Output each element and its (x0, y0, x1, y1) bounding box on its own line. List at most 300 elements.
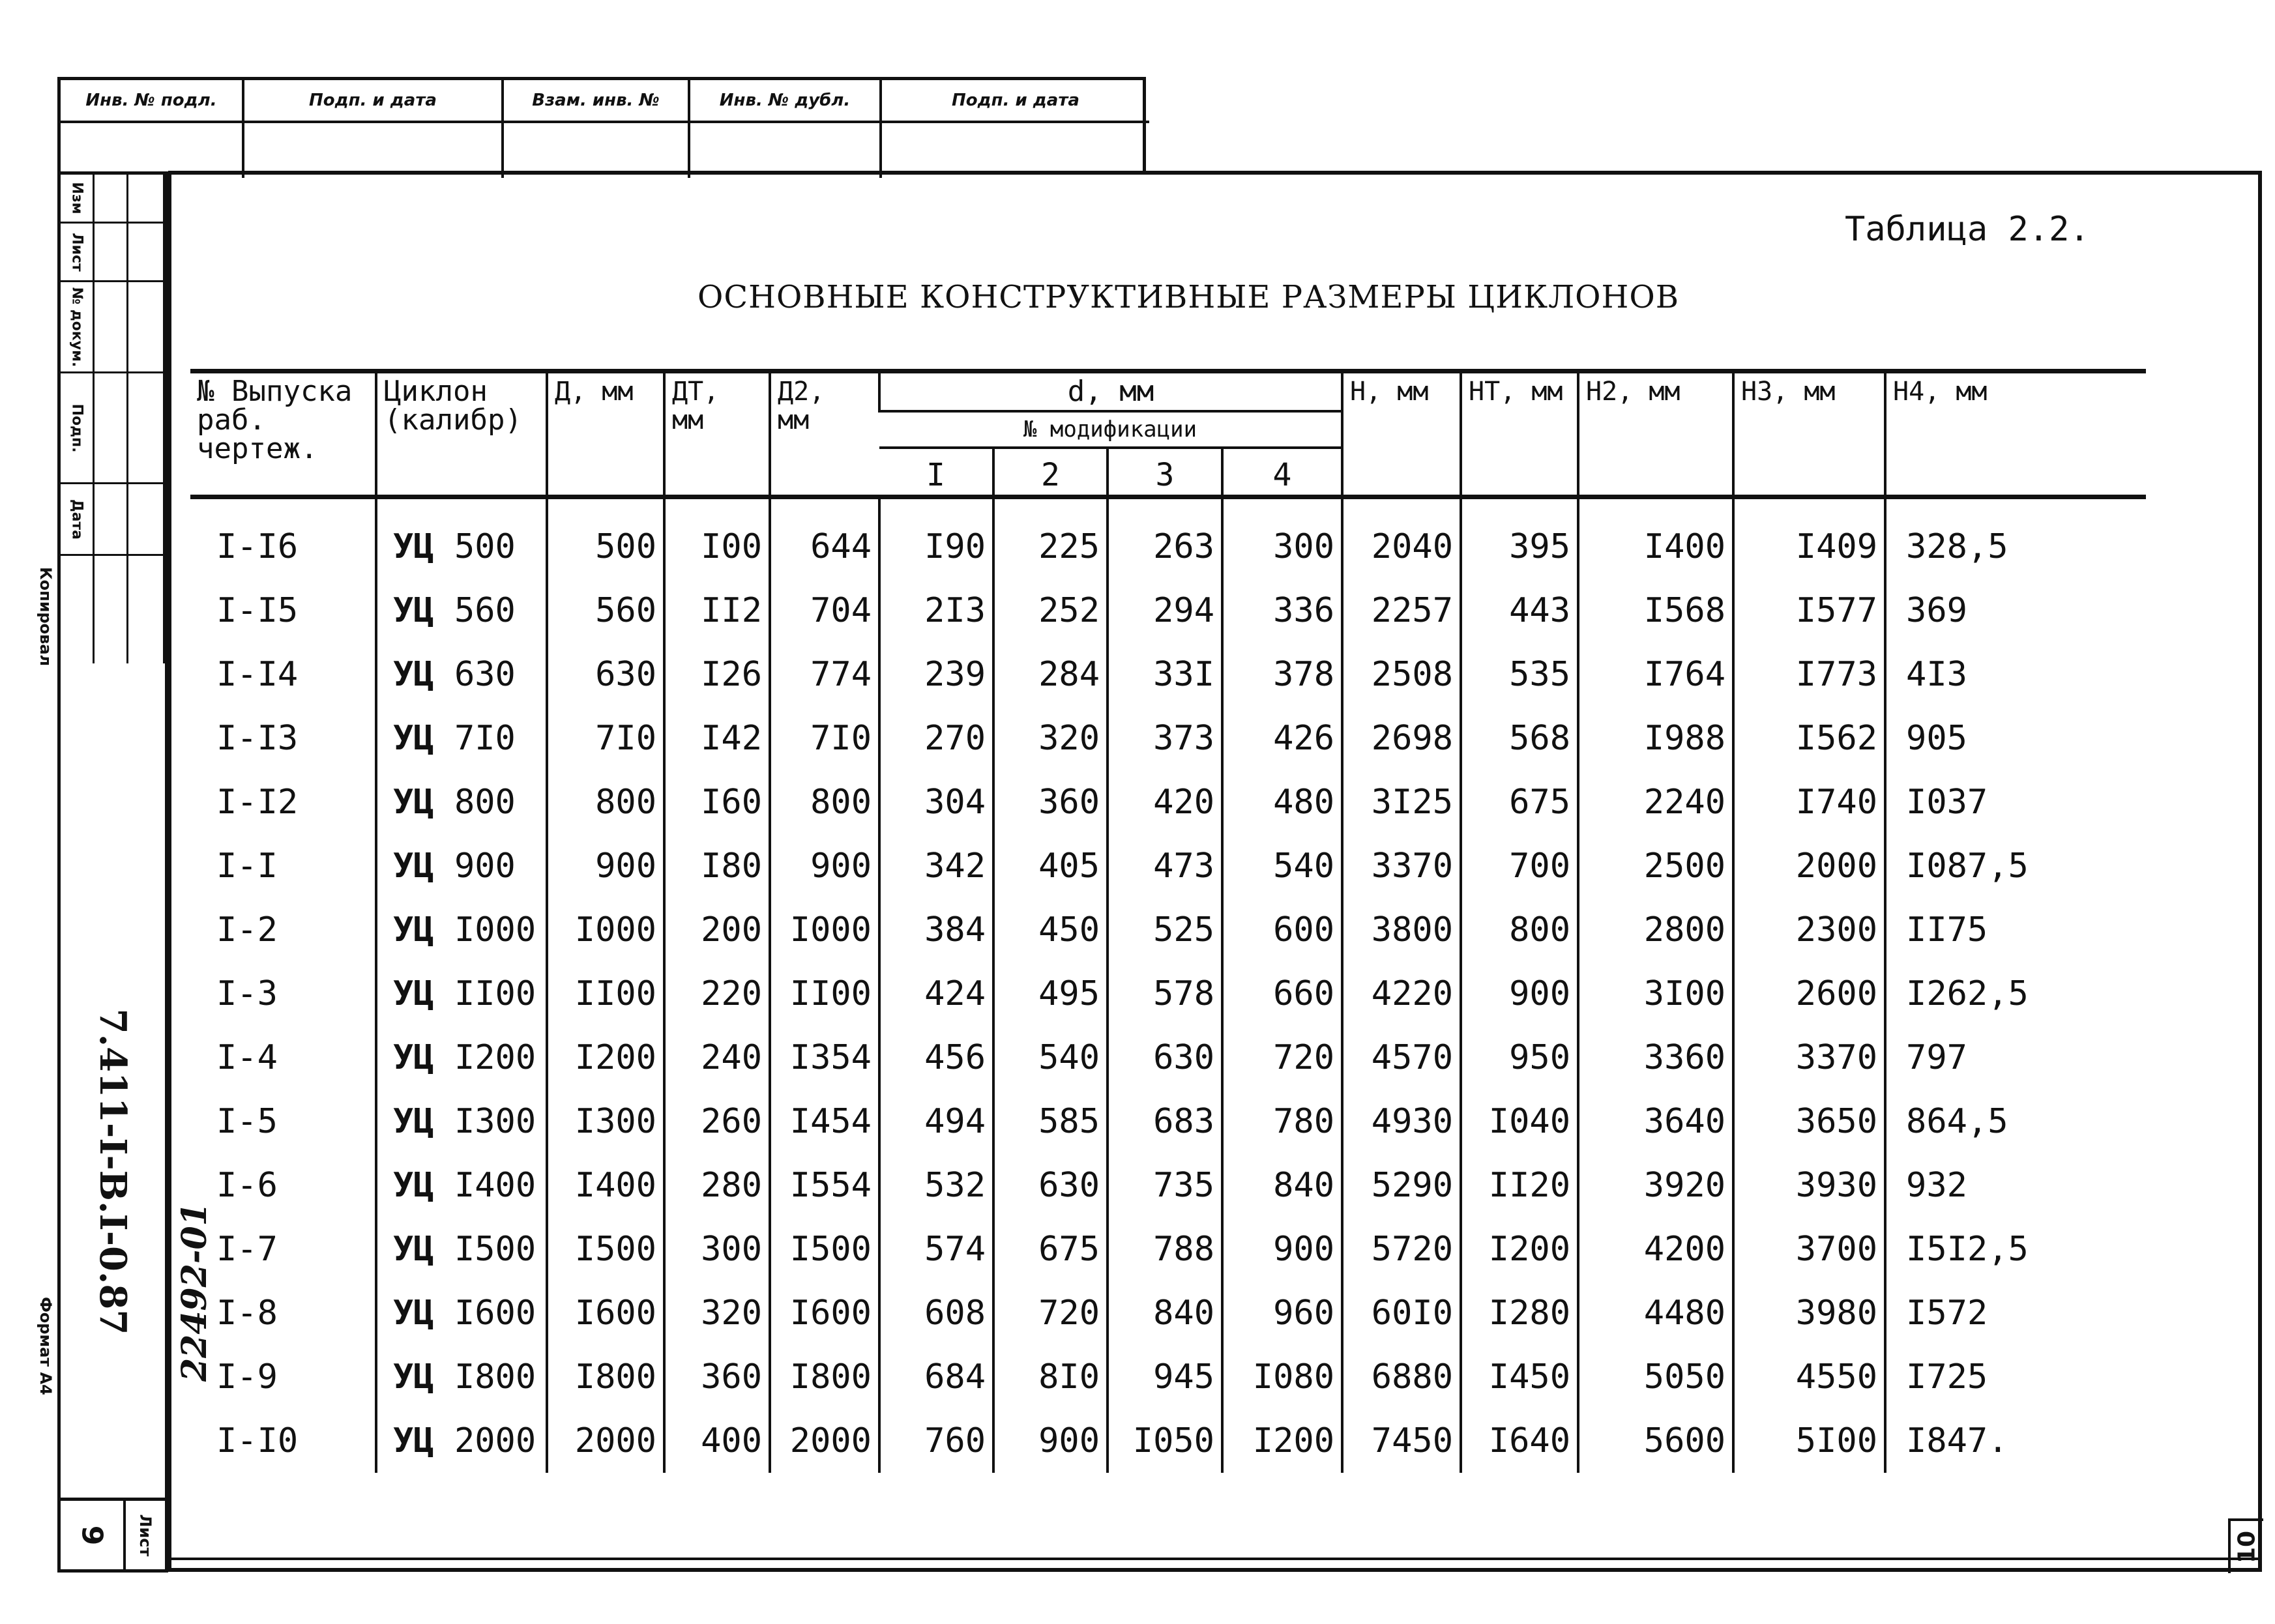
cell-HT: 800 (1461, 898, 1578, 962)
cell-H4: 4I3 (1885, 643, 2146, 706)
revision-cell (95, 282, 128, 373)
table-row (190, 706, 2146, 770)
cell-DT: I80 (664, 834, 770, 898)
cell-d1: 342 (879, 834, 993, 898)
cell-H2: 3640 (1578, 1090, 1733, 1153)
cell-H2: 2800 (1578, 898, 1733, 962)
cell-H3: 5I00 (1733, 1409, 1885, 1473)
cyclone-size: I400 (454, 1166, 536, 1205)
revision-label-doc-number: № докум. (68, 287, 85, 367)
cell-H4: I847. (1885, 1409, 2146, 1473)
cell-cyclone (376, 1090, 547, 1153)
cell-H: 3I25 (1342, 770, 1461, 834)
header-D2: Д2, мм (770, 371, 879, 497)
revision-cell (128, 224, 165, 282)
cell-d1: 239 (879, 643, 993, 706)
header-mod-2: 2 (993, 448, 1108, 497)
cell-issue: I-I0 (216, 1421, 299, 1460)
revision-grid (61, 175, 165, 663)
cell-cyclone (376, 706, 547, 770)
cell-H4: II75 (1885, 898, 2146, 962)
page-title: ОСНОВНЫЕ КОНСТРУКТИВНЫЕ РАЗМЕРЫ ЦИКЛОНОВ (697, 279, 1679, 315)
cell-DT: I60 (664, 770, 770, 834)
header-issue: № Выпуска раб. чертеж. (190, 371, 376, 497)
stamp-header-inv-orig: Инв. № подл. (61, 80, 244, 123)
cyclone-size: II00 (454, 974, 536, 1013)
cyclone-prefix: УЦ (393, 1102, 434, 1141)
table-row (190, 1090, 2146, 1153)
cell-d1: 424 (879, 962, 993, 1026)
cell-H4: I572 (1885, 1281, 2146, 1345)
cell-H4: I037 (1885, 770, 2146, 834)
cell-HT: 535 (1461, 643, 1578, 706)
table-row (190, 1153, 2146, 1217)
header-mod-3: 3 (1108, 448, 1222, 497)
page-number-box (2228, 1518, 2263, 1573)
cell-H3: I577 (1733, 579, 1885, 643)
cell-HT: 900 (1461, 962, 1578, 1026)
cell-cyclone (376, 1217, 547, 1281)
cell-D2: I354 (770, 1026, 879, 1090)
cell-d2: 225 (993, 497, 1108, 579)
cell-H2: 5600 (1578, 1409, 1733, 1473)
cell-d1: 760 (879, 1409, 993, 1473)
cell-d2: 495 (993, 962, 1108, 1026)
cell-d2: 720 (993, 1281, 1108, 1345)
cell-d3: 578 (1108, 962, 1222, 1026)
cell-D: 560 (547, 579, 664, 643)
cyclone-size: 900 (454, 847, 516, 886)
cell-cyclone (376, 898, 547, 962)
cell-d3: 373 (1108, 706, 1222, 770)
cell-issue: I-9 (216, 1357, 278, 1397)
table-row (190, 1409, 2146, 1473)
cell-D2: 7I0 (770, 706, 879, 770)
cell-H4: 328,5 (1885, 497, 2146, 579)
cell-D: I000 (547, 898, 664, 962)
cell-H4: 797 (1885, 1026, 2146, 1090)
stamp-cell (244, 123, 504, 178)
cell-DT: I42 (664, 706, 770, 770)
revision-cell (95, 373, 128, 484)
cell-DT: 260 (664, 1090, 770, 1153)
cell-d2: 900 (993, 1409, 1108, 1473)
cell-issue: I-I6 (216, 527, 299, 566)
cell-H2: I568 (1578, 579, 1733, 643)
cell-issue: I-2 (216, 910, 278, 950)
revision-label-cell (61, 224, 95, 282)
cell-d3: 840 (1108, 1281, 1222, 1345)
cell-issue: I-7 (216, 1230, 278, 1269)
cyclone-prefix: УЦ (393, 1230, 434, 1269)
sheet-label: Лист (136, 1514, 154, 1556)
sheet-number-cell (61, 1501, 126, 1569)
cell-H: 5290 (1342, 1153, 1461, 1217)
header-H: Н, мм (1342, 371, 1461, 497)
revision-cell (95, 224, 128, 282)
cell-cyclone (376, 1409, 547, 1473)
stamp-cell (504, 123, 690, 178)
table-row (190, 834, 2146, 898)
cell-d4: 960 (1222, 1281, 1342, 1345)
cell-d4: I200 (1222, 1409, 1342, 1473)
cell-H: 4220 (1342, 962, 1461, 1026)
cell-D2: I600 (770, 1281, 879, 1345)
cell-HT: II20 (1461, 1153, 1578, 1217)
cyclone-size: I300 (454, 1102, 536, 1141)
table-row (190, 1281, 2146, 1345)
cell-d4: 720 (1222, 1026, 1342, 1090)
cell-cyclone (376, 579, 547, 643)
header-H2: Н2, мм (1578, 371, 1733, 497)
cyclone-prefix: УЦ (393, 1421, 434, 1460)
cell-cyclone (376, 643, 547, 706)
sheet-number: 9 (75, 1525, 109, 1545)
cell-H3: I409 (1733, 497, 1885, 579)
cell-H: 5720 (1342, 1217, 1461, 1281)
cell-H4: I5I2,5 (1885, 1217, 2146, 1281)
cell-d4: I080 (1222, 1345, 1342, 1409)
cell-d2: 284 (993, 643, 1108, 706)
cell-H2: 4480 (1578, 1281, 1733, 1345)
stamp-header-replaced-inv: Взам. инв. № (504, 80, 690, 123)
cell-DT: 360 (664, 1345, 770, 1409)
revision-cell (128, 282, 165, 373)
cell-D: I300 (547, 1090, 664, 1153)
stamp-cell (882, 123, 1149, 178)
revision-label-cell (61, 484, 95, 556)
cell-H3: 4550 (1733, 1345, 1885, 1409)
revision-label-cell (61, 373, 95, 484)
cell-d3: 525 (1108, 898, 1222, 962)
table-row (190, 579, 2146, 643)
header-DT: ДT, мм (664, 371, 770, 497)
cyclone-prefix: УЦ (393, 1038, 434, 1077)
cell-d3: 788 (1108, 1217, 1222, 1281)
cell-D2: 704 (770, 579, 879, 643)
cell-d2: 450 (993, 898, 1108, 962)
cell-H3: 3980 (1733, 1281, 1885, 1345)
cell-H4: I725 (1885, 1345, 2146, 1409)
cell-HT: 675 (1461, 770, 1578, 834)
cell-d4: 426 (1222, 706, 1342, 770)
cell-H2: 5050 (1578, 1345, 1733, 1409)
cell-cyclone (376, 1026, 547, 1090)
document-code: 7.411-I-B.I-0.87 (91, 1008, 134, 1335)
cell-H: 2257 (1342, 579, 1461, 643)
revision-cell (128, 556, 165, 663)
cyclone-prefix: УЦ (393, 783, 434, 822)
cell-H: 2040 (1342, 497, 1461, 579)
cell-H: 4930 (1342, 1090, 1461, 1153)
cell-D2: 644 (770, 497, 879, 579)
cell-D2: I454 (770, 1090, 879, 1153)
cell-d2: 405 (993, 834, 1108, 898)
cell-issue: I-I2 (216, 783, 299, 822)
cell-D: 900 (547, 834, 664, 898)
cell-d3: 473 (1108, 834, 1222, 898)
cell-d2: 8I0 (993, 1345, 1108, 1409)
table-row (190, 770, 2146, 834)
cell-D: 7I0 (547, 706, 664, 770)
cell-issue: I-I5 (216, 591, 299, 630)
cyclone-prefix: УЦ (393, 910, 434, 950)
cell-cyclone (376, 770, 547, 834)
cell-d1: 574 (879, 1217, 993, 1281)
cell-H3: 3370 (1733, 1026, 1885, 1090)
cell-issue: I-I (216, 847, 278, 886)
table-row (190, 497, 2146, 579)
cell-H4: I087,5 (1885, 834, 2146, 898)
cell-DT: 400 (664, 1409, 770, 1473)
cell-HT: I040 (1461, 1090, 1578, 1153)
cell-DT: 280 (664, 1153, 770, 1217)
stamp-block (57, 77, 1146, 175)
cell-H2: 3I00 (1578, 962, 1733, 1026)
revision-cell (95, 175, 128, 224)
cell-H: 4570 (1342, 1026, 1461, 1090)
cell-cyclone (376, 1281, 547, 1345)
cell-d2: 675 (993, 1217, 1108, 1281)
header-row (190, 371, 2146, 412)
cell-HT: I200 (1461, 1217, 1578, 1281)
cell-H2: 2240 (1578, 770, 1733, 834)
cell-d1: 456 (879, 1026, 993, 1090)
cell-D: 630 (547, 643, 664, 706)
cell-D2: I554 (770, 1153, 879, 1217)
cell-H4: 932 (1885, 1153, 2146, 1217)
cell-D: I500 (547, 1217, 664, 1281)
cell-issue: I-8 (216, 1294, 278, 1333)
cell-cyclone (376, 497, 547, 579)
stamp-header-sign-date: Подп. и дата (244, 80, 504, 123)
cell-issue: I-4 (216, 1038, 278, 1077)
revision-cell (128, 175, 165, 224)
revision-cell (61, 556, 95, 663)
cell-H2: I988 (1578, 706, 1733, 770)
cell-D2: I500 (770, 1217, 879, 1281)
cell-issue: I-3 (216, 974, 278, 1013)
cell-H: 7450 (1342, 1409, 1461, 1473)
cell-d3: 683 (1108, 1090, 1222, 1153)
revision-label-date: Дата (68, 499, 85, 540)
cyclone-prefix: УЦ (393, 655, 434, 694)
cell-d3: 735 (1108, 1153, 1222, 1217)
revision-label-signature: Подп. (68, 403, 85, 452)
cell-d3: 945 (1108, 1345, 1222, 1409)
header-d: d, мм (879, 371, 1342, 412)
cell-cyclone (376, 1153, 547, 1217)
cell-H3: 3930 (1733, 1153, 1885, 1217)
revision-label-sheet: Лист (68, 232, 85, 272)
cell-DT: 220 (664, 962, 770, 1026)
cyclone-size: I200 (454, 1038, 536, 1077)
cell-issue: I-I3 (216, 719, 299, 758)
cell-d1: 494 (879, 1090, 993, 1153)
cell-H2: 4200 (1578, 1217, 1733, 1281)
cell-issue: I-6 (216, 1166, 278, 1205)
cell-issue: I-5 (216, 1102, 278, 1141)
cell-H3: 2000 (1733, 834, 1885, 898)
cell-D2: I000 (770, 898, 879, 962)
cell-HT: 443 (1461, 579, 1578, 643)
cell-HT: 395 (1461, 497, 1578, 579)
cyclone-size: I500 (454, 1230, 536, 1269)
cell-DT: 300 (664, 1217, 770, 1281)
revision-label-cell (61, 175, 95, 224)
document-code-area (61, 859, 165, 1485)
cell-H2: 3920 (1578, 1153, 1733, 1217)
cell-DT: 200 (664, 898, 770, 962)
cyclone-size: I000 (454, 910, 536, 950)
cell-d3: 33I (1108, 643, 1222, 706)
cell-d4: 480 (1222, 770, 1342, 834)
cyclone-size: 560 (454, 591, 516, 630)
cell-d4: 540 (1222, 834, 1342, 898)
cell-D: II00 (547, 962, 664, 1026)
cell-d2: 585 (993, 1090, 1108, 1153)
sheet-label-cell (126, 1501, 165, 1569)
cell-H: 3370 (1342, 834, 1461, 898)
cell-D2: 2000 (770, 1409, 879, 1473)
cell-d4: 900 (1222, 1217, 1342, 1281)
cell-D2: I800 (770, 1345, 879, 1409)
cyclone-prefix: УЦ (393, 974, 434, 1013)
cell-d4: 378 (1222, 643, 1342, 706)
header-HT: НT, мм (1461, 371, 1578, 497)
cyclone-prefix: УЦ (393, 527, 434, 566)
header-cyclone: Циклон (калибр) (376, 371, 547, 497)
cell-d1: 304 (879, 770, 993, 834)
cell-d3: 263 (1108, 497, 1222, 579)
cell-HT: I280 (1461, 1281, 1578, 1345)
cyclone-size: 630 (454, 655, 516, 694)
cell-d1: 2I3 (879, 579, 993, 643)
cell-d1: 270 (879, 706, 993, 770)
cyclone-size: 2000 (454, 1421, 536, 1460)
stamp-header-sign-date-2: Подп. и дата (882, 80, 1149, 123)
table-row (190, 1026, 2146, 1090)
cell-H: 60I0 (1342, 1281, 1461, 1345)
cell-d3: 630 (1108, 1026, 1222, 1090)
cell-d1: 532 (879, 1153, 993, 1217)
cell-d1: 384 (879, 898, 993, 962)
cell-D: 500 (547, 497, 664, 579)
revision-strip (57, 175, 168, 1573)
cell-H3: 2300 (1733, 898, 1885, 962)
cell-d1: 608 (879, 1281, 993, 1345)
cyclone-size: 7I0 (454, 719, 516, 758)
cell-d4: 660 (1222, 962, 1342, 1026)
cell-HT: I450 (1461, 1345, 1578, 1409)
cell-d1: 684 (879, 1345, 993, 1409)
page-number: 10 (2233, 1530, 2261, 1564)
cell-HT: 700 (1461, 834, 1578, 898)
cyclone-size: I600 (454, 1294, 536, 1333)
cell-H: 6880 (1342, 1345, 1461, 1409)
cell-d2: 540 (993, 1026, 1108, 1090)
revision-cell (128, 484, 165, 556)
cell-HT: 950 (1461, 1026, 1578, 1090)
cell-H3: I562 (1733, 706, 1885, 770)
cell-H3: I740 (1733, 770, 1885, 834)
copied-label: Копировал (37, 567, 55, 667)
cell-d4: 840 (1222, 1153, 1342, 1217)
format-label: Формат А4 (37, 1297, 55, 1395)
cell-H4: 864,5 (1885, 1090, 2146, 1153)
cell-DT: 240 (664, 1026, 770, 1090)
cell-H3: 3650 (1733, 1090, 1885, 1153)
cyclone-prefix: УЦ (393, 719, 434, 758)
handwritten-number: 22492-01 (175, 1202, 214, 1382)
revision-cell (95, 556, 128, 663)
cell-H: 2508 (1342, 643, 1461, 706)
cell-cyclone (376, 834, 547, 898)
table-label: Таблица 2.2. (1845, 210, 2090, 249)
cell-D2: 900 (770, 834, 879, 898)
header-mod-1: I (879, 448, 993, 497)
cell-D2: II00 (770, 962, 879, 1026)
revision-cell (95, 484, 128, 556)
cell-DT: I00 (664, 497, 770, 579)
header-H4: Н4, мм (1885, 371, 2146, 497)
cell-d4: 336 (1222, 579, 1342, 643)
header-modification: № модификации (879, 411, 1342, 448)
cell-H2: 2500 (1578, 834, 1733, 898)
cell-d1: I90 (879, 497, 993, 579)
cell-H3: 2600 (1733, 962, 1885, 1026)
bottom-rule (168, 1558, 2262, 1560)
cell-H3: 3700 (1733, 1217, 1885, 1281)
cyclone-size: 800 (454, 783, 516, 822)
cyclone-prefix: УЦ (393, 1294, 434, 1333)
cyclone-prefix: УЦ (393, 591, 434, 630)
revision-cell (128, 373, 165, 484)
table-row (190, 962, 2146, 1026)
stamp-cell (690, 123, 882, 178)
cell-issue: I-I4 (216, 655, 299, 694)
cell-H2: 3360 (1578, 1026, 1733, 1090)
cell-H4: I262,5 (1885, 962, 2146, 1026)
cell-D: 2000 (547, 1409, 664, 1473)
cell-d4: 780 (1222, 1090, 1342, 1153)
cell-H4: 905 (1885, 706, 2146, 770)
cell-D: I400 (547, 1153, 664, 1217)
sheet-box (61, 1498, 165, 1569)
cell-D2: 774 (770, 643, 879, 706)
cell-d3: 294 (1108, 579, 1222, 643)
cyclone-size: 500 (454, 527, 516, 566)
cell-cyclone (376, 1345, 547, 1409)
cell-H: 2698 (1342, 706, 1461, 770)
stamp-header-inv-dup: Инв. № дубл. (690, 80, 882, 123)
table-row (190, 898, 2146, 962)
cyclone-dimensions-table (190, 369, 2146, 1473)
table-row (190, 1217, 2146, 1281)
cell-H2: I764 (1578, 643, 1733, 706)
header-H3: Н3, мм (1733, 371, 1885, 497)
cell-H: 3800 (1342, 898, 1461, 962)
cell-d2: 630 (993, 1153, 1108, 1217)
table-row (190, 643, 2146, 706)
cyclone-prefix: УЦ (393, 1357, 434, 1397)
cell-d3: 420 (1108, 770, 1222, 834)
header-mod-4: 4 (1222, 448, 1342, 497)
cell-D: 800 (547, 770, 664, 834)
stamp-cell (61, 123, 244, 178)
cell-d3: I050 (1108, 1409, 1222, 1473)
cell-DT: II2 (664, 579, 770, 643)
